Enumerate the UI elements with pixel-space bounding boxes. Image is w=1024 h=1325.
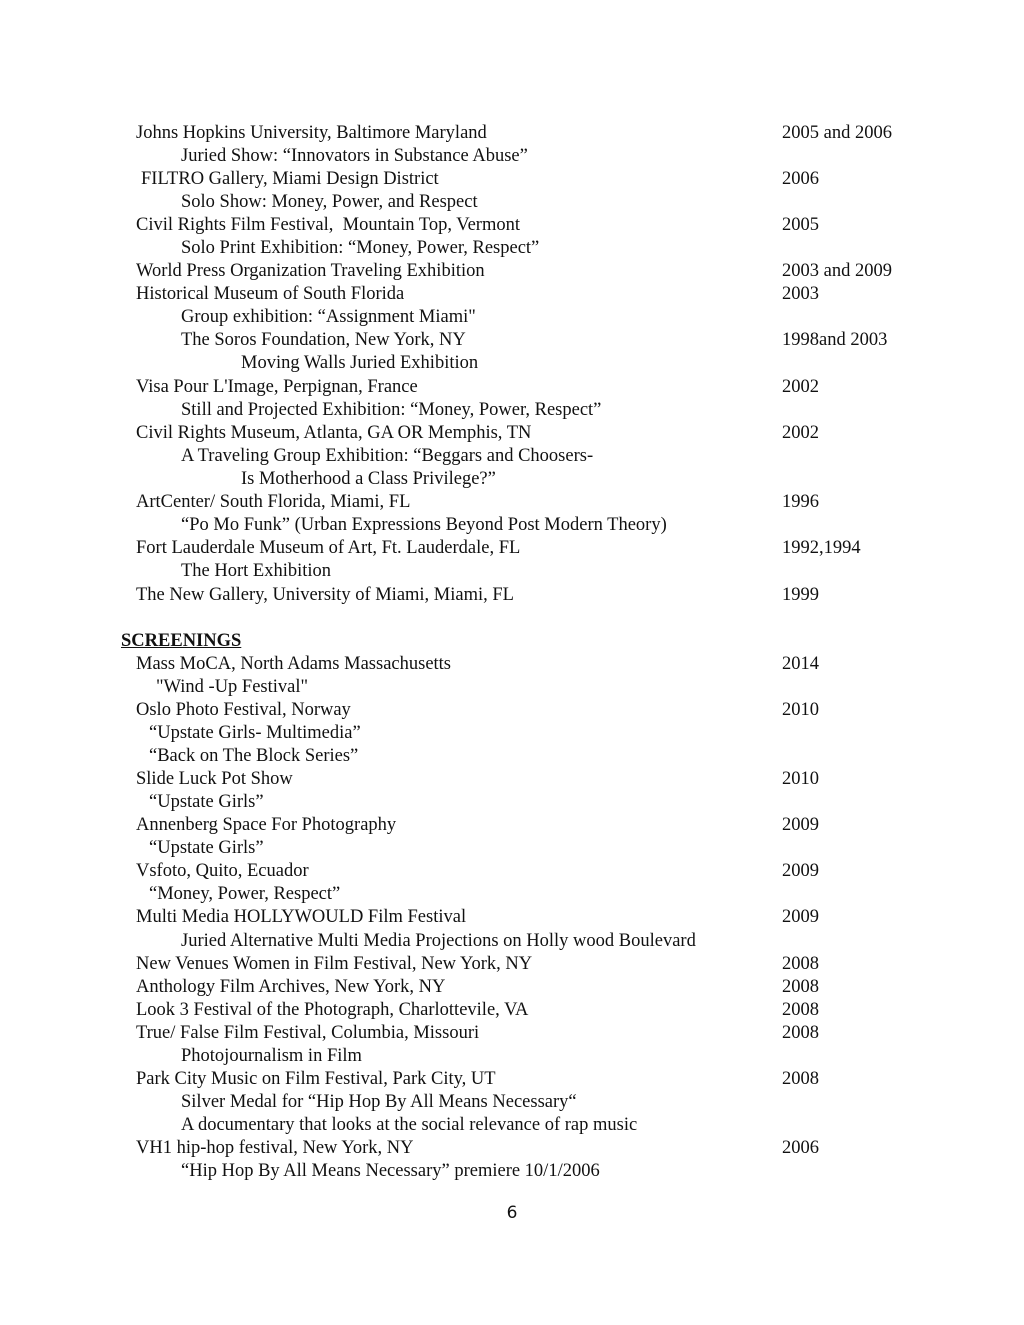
entry-line [0,122,1024,145]
entry-detail: A documentary that looks at the social relevance of rap music [181,1115,638,1135]
entry-detail: “Money, Power, Respect” [149,884,341,904]
entry-line [0,1114,1024,1137]
entry-line [0,676,1024,699]
entry-text: Park City Music on Film Festival, Park City, UT [136,1069,496,1089]
entry-year: 2008 [782,1069,819,1089]
entry-line [0,860,1024,883]
entry-year: 2005 [782,215,819,235]
entry-line [0,214,1024,237]
entry-detail: “Po Mo Funk” (Urban Expressions Beyond Post Modern Theory) [181,515,667,535]
entry-year: 2002 [782,423,819,443]
entry-detail: Solo Show: Money, Power, and Respect [181,192,478,212]
entry-line [0,791,1024,814]
entry-line [0,999,1024,1022]
entry-year: 2008 [782,954,819,974]
entry-line [0,1160,1024,1183]
entry-detail: Juried Alternative Multi Media Projections on Holly wood Boulevard [181,931,696,951]
entry-line [0,584,1024,607]
entry-line [0,352,1024,375]
page-number: 6 [506,1203,518,1223]
entry-detail: Group exhibition: “Assignment Miami" [181,307,476,327]
entry-text: Visa Pour L'Image, Perpignan, France [136,377,418,397]
entry-line [0,699,1024,722]
entry-year: 2014 [782,654,819,674]
entry-detail: “Upstate Girls- Multimedia” [149,723,361,743]
entry-text: Civil Rights Museum, Atlanta, GA OR Memphis, TN [136,423,532,443]
entry-line [0,145,1024,168]
entry-line [0,1022,1024,1045]
entry-line [0,906,1024,929]
entry-text: Mass MoCA, North Adams Massachusetts [136,654,452,674]
entry-line [0,468,1024,491]
entry-text: Oslo Photo Festival, Norway [136,700,351,720]
entry-year: 2008 [782,1000,819,1020]
entry-line [0,191,1024,214]
entry-text: World Press Organization Traveling Exhibition [136,261,485,281]
entry-line [0,814,1024,837]
entry-detail: “Upstate Girls” [149,792,264,812]
entry-line [0,399,1024,422]
entry-line [0,837,1024,860]
entry-detail: Photojournalism in Film [181,1046,362,1066]
entry-year: 1992,1994 [782,538,861,558]
entry-year: 1996 [782,492,819,512]
entry-year: 2002 [782,377,819,397]
entry-detail: Moving Walls Juried Exhibition [241,353,479,373]
entry-text: The New Gallery, University of Miami, Miami, FL [136,585,514,605]
entry-line [0,560,1024,583]
entry-line [0,1137,1024,1160]
entry-year: 2009 [782,815,819,835]
entry-line [0,283,1024,306]
entry-detail: “Back on The Block Series” [149,746,359,766]
entry-text: VH1 hip-hop festival, New York, NY [136,1138,414,1158]
entry-year: 2008 [782,1023,819,1043]
entry-line [0,768,1024,791]
entry-text: Vsfoto, Quito, Ecuador [136,861,309,881]
entry-line [0,329,1024,352]
entry-year: 2010 [782,700,819,720]
entry-line [0,745,1024,768]
entry-year: 2003 and 2009 [782,261,892,281]
entry-text: Annenberg Space For Photography [136,815,397,835]
entry-line [0,376,1024,399]
entry-year: 1998and 2003 [782,330,888,350]
entry-year: 2006 [782,169,819,189]
entry-detail: Silver Medal for “Hip Hop By All Means Necessary“ [181,1092,577,1112]
entry-text: New Venues Women in Film Festival, New York, NY [136,954,533,974]
entry-text: FILTRO Gallery, Miami Design District [141,169,439,189]
entry-detail: The Hort Exhibition [181,561,332,581]
entry-detail: Still and Projected Exhibition: “Money, Power, Respect” [181,400,602,420]
entry-year: 1999 [782,585,819,605]
entry-year: 2008 [782,977,819,997]
entry-text: ArtCenter/ South Florida, Miami, FL [136,492,411,512]
entry-year: 2009 [782,861,819,881]
entry-line [0,883,1024,906]
entry-line [0,976,1024,999]
entry-line [0,514,1024,537]
entry-detail: Is Motherhood a Class Privilege?” [241,469,496,489]
entry-year: 2009 [782,907,819,927]
entry-line [0,1068,1024,1091]
entry-text: The Soros Foundation, New York, NY [181,330,466,350]
entry-detail: "Wind -Up Festival" [156,677,309,697]
entry-text: Anthology Film Archives, New York, NY [136,977,446,997]
screenings-heading: SCREENINGS [121,631,242,651]
entry-line [0,306,1024,329]
entry-line [0,953,1024,976]
entry-line [0,1045,1024,1068]
entry-line [0,491,1024,514]
entry-line [0,930,1024,953]
entry-text: Civil Rights Film Festival, Mountain Top, Vermont [136,215,520,235]
entry-text: True/ False Film Festival, Columbia, Missouri [136,1023,480,1043]
entry-line [0,422,1024,445]
entry-text: Multi Media HOLLYWOULD Film Festival [136,907,467,927]
entry-detail: “Hip Hop By All Means Necessary” premiere 10/1/2006 [181,1161,600,1181]
entry-year: 2005 and 2006 [782,123,892,143]
entry-year: 2003 [782,284,819,304]
entry-line [0,722,1024,745]
entry-text: Fort Lauderdale Museum of Art, Ft. Lauderdale, FL [136,538,521,558]
entry-line [0,1091,1024,1114]
entry-year: 2006 [782,1138,819,1158]
entry-text: Historical Museum of South Florida [136,284,405,304]
entry-line [0,237,1024,260]
entry-text: Slide Luck Pot Show [136,769,293,789]
entry-line [0,537,1024,560]
entry-year: 2010 [782,769,819,789]
entry-text: Look 3 Festival of the Photograph, Charlottevile, VA [136,1000,529,1020]
entry-detail: Solo Print Exhibition: “Money, Power, Respect” [181,238,540,258]
entry-line [0,168,1024,191]
entry-line [0,260,1024,283]
entry-line [0,445,1024,468]
entry-detail: Juried Show: “Innovators in Substance Abuse” [181,146,528,166]
entry-detail: “Upstate Girls” [149,838,264,858]
entry-text: Johns Hopkins University, Baltimore Maryland [136,123,487,143]
entry-line [0,653,1024,676]
entry-detail: A Traveling Group Exhibition: “Beggars and Choosers- [181,446,594,466]
